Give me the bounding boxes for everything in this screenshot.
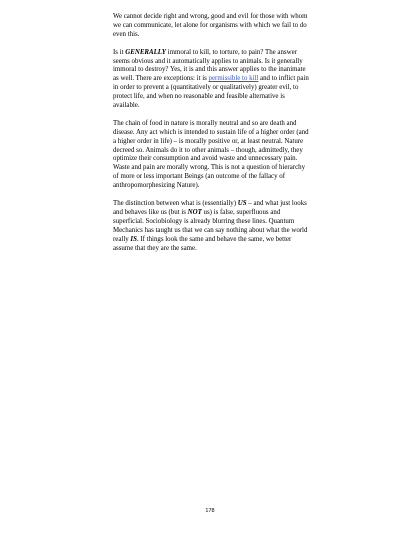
paragraph-2 xyxy=(113,49,311,111)
paragraph-4-text-g: . If things look the same and behave the same, we better assume that they are the same. xyxy=(113,235,292,252)
paragraph-4-text-c: – and what just looks and behaves like us (but is xyxy=(113,199,307,216)
paragraph-1-text: We cannot decide right and wrong, good and evil for those with whom we can communicate, let alone for organisms with which we fail to do even this. xyxy=(113,13,308,38)
paragraph-3 xyxy=(113,120,311,191)
paragraph-4-text-e: us) is false, superfluous and superficial. Sociobiology is already blurring these lines. Quantum Mechanics has taught us that we can say nothing about what the world really xyxy=(113,208,308,243)
paragraph-2-text-c: immoral to kill, to torture, to pain? The answer seems obvious and it automatically applies to animals. Is it generally immoral to destroy? Yes, it is and this answer applies to the inanimate as well. There are exceptions: it is xyxy=(113,48,306,83)
permissible-to-kill-link[interactable]: permissible to kill xyxy=(208,75,259,83)
page-number: 178 xyxy=(205,508,215,514)
paragraph-4-text-a: The distinction between what is (essentially) xyxy=(113,199,238,207)
emphasis-generally: GENERALLY xyxy=(125,48,166,56)
paragraph-2-text-d: and to inflict pain in order to prevent a (quantitatively or qualitatively) greater evil, to protect life, and when no reasonable and feasible alternative is available. xyxy=(113,75,309,110)
paragraph-1 xyxy=(113,13,311,40)
emphasis-is: IS xyxy=(130,235,137,243)
paragraph-3-text: The chain of food in nature is morally neutral and so are death and disease. Any act which is intended to sustain life of a higher order (and a higher order in life) – is morally positive or, at least neutral. Nature decreed so. Animals do it to other animals – though, admittedly, they optimize their consumption and avoid waste and unnecessary pain. Waste and pain are morally wrong. This is not a question of hierarchy of more or less important Beings (an outcome of the fallacy of anthropomorphesizing Nature). xyxy=(113,119,309,190)
paragraph-2-text-a: Is it xyxy=(113,48,126,56)
body-text xyxy=(113,13,311,262)
emphasis-not: NOT xyxy=(187,208,202,216)
paragraph-4 xyxy=(113,200,311,253)
emphasis-us: US xyxy=(237,199,247,207)
